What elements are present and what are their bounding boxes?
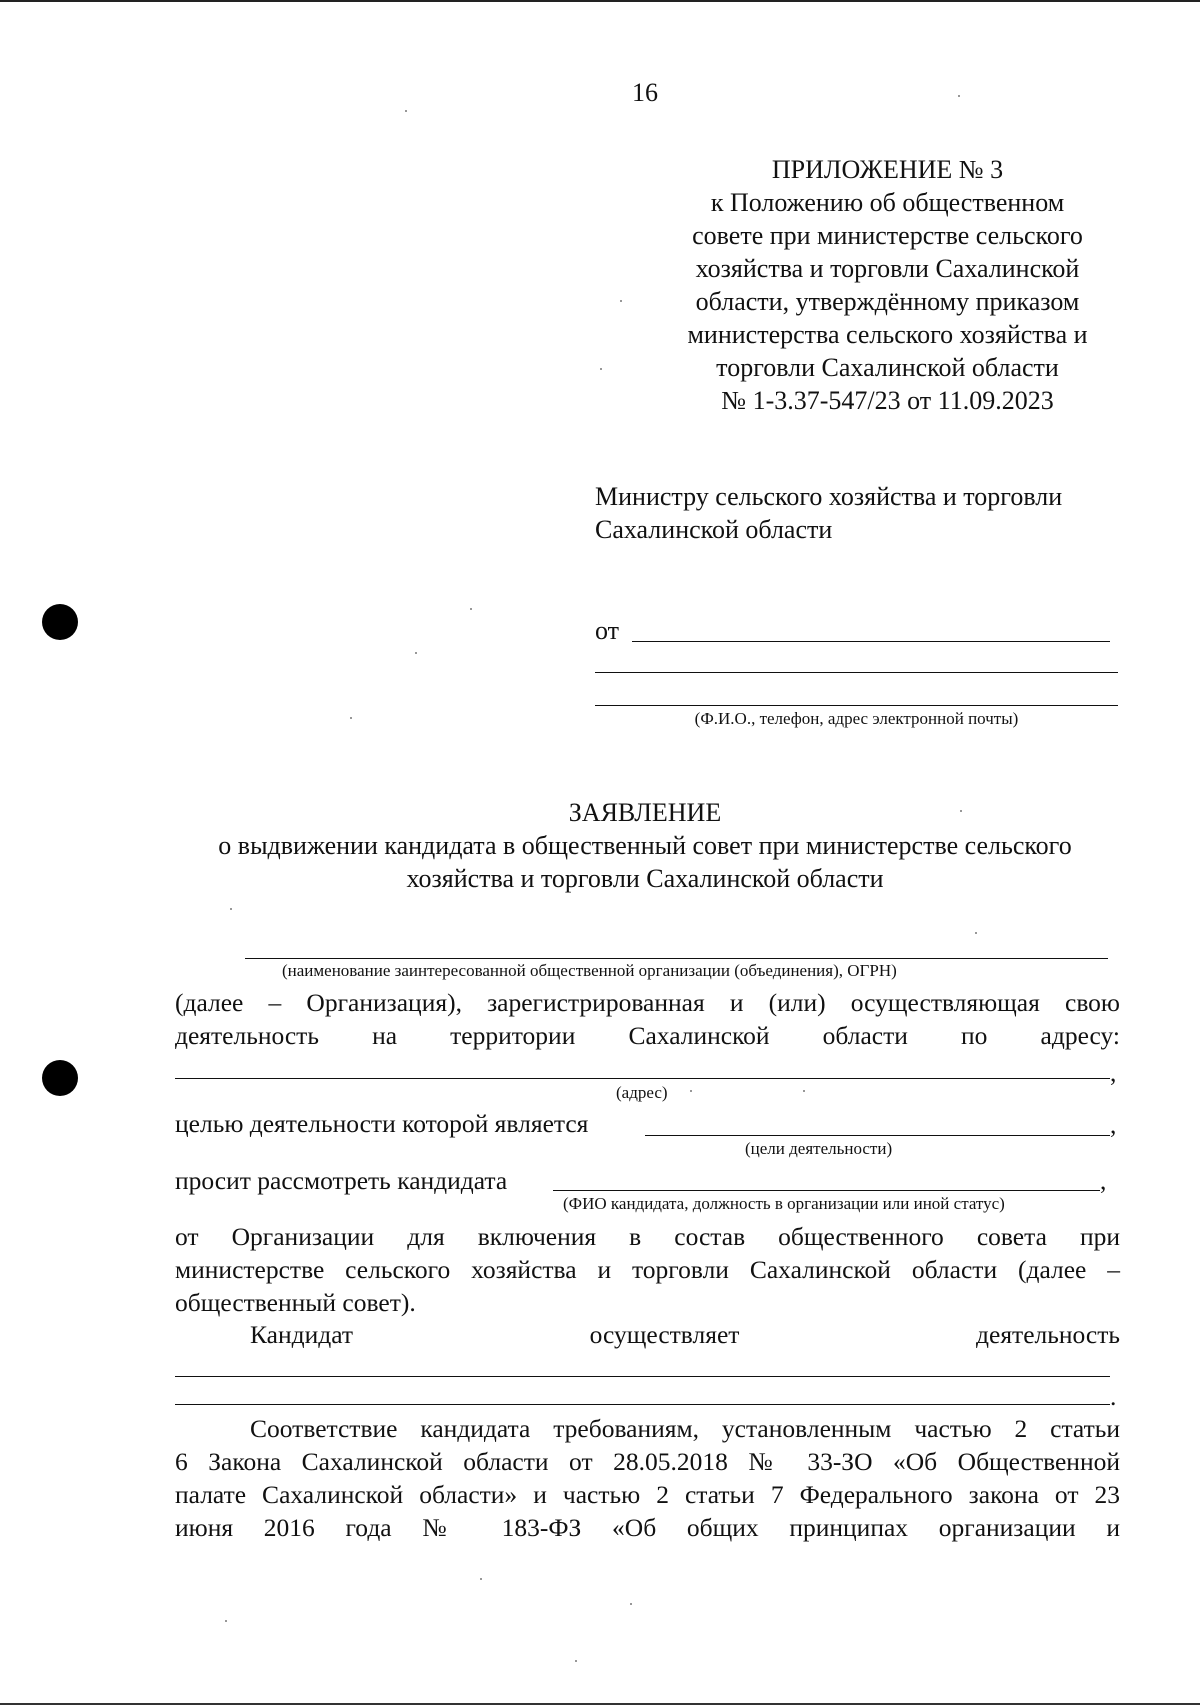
scan-speck [470, 608, 472, 610]
candidate-blank-line [553, 1190, 1100, 1191]
activity-blank-line [175, 1404, 1110, 1405]
scan-speck [958, 95, 960, 97]
appendix-line: торговли Сахалинской области [716, 353, 1059, 382]
scan-speck [480, 1578, 482, 1580]
activity-blank-line [175, 1376, 1110, 1377]
comma: , [1110, 1110, 1117, 1139]
body-line: палате Сахалинской области» и частью 2 статьи 7 Федерального закона от 23 [175, 1480, 1120, 1509]
organization-caption: (наименование заинтересованной общественной организации (объединения), ОГРН) [282, 961, 897, 980]
candidate-caption: (ФИО кандидата, должность в организации или иной статус) [563, 1194, 1005, 1213]
scan-speck [350, 717, 352, 719]
addressee-line: Министру сельского хозяйства и торговли [595, 482, 1063, 511]
body-line: 6 Закона Сахалинской области от 28.05.2018 № 33-ЗО «Об Общественной [175, 1447, 1120, 1476]
appendix-line: области, утверждённому приказом [695, 287, 1080, 316]
scan-speck [415, 652, 417, 654]
from-blank-line [595, 672, 1118, 673]
appendix-line: хозяйства и торговли Сахалинской [695, 254, 1080, 283]
body-line: июня 2016 года № 183-ФЗ «Об общих принципах организации и [175, 1513, 1120, 1542]
scan-speck [600, 368, 602, 370]
address-caption: (адрес) [616, 1083, 668, 1102]
scan-top-edge [0, 0, 1200, 2]
scan-speck [690, 1090, 692, 1092]
appendix-line: министерства сельского хозяйства и [687, 320, 1088, 349]
punch-hole [42, 1060, 78, 1096]
period: . [1110, 1382, 1117, 1411]
goal-label: целью деятельности которой является [175, 1109, 589, 1138]
statement-subtitle: хозяйства и торговли Сахалинской области [406, 864, 884, 893]
scan-speck [405, 110, 407, 112]
address-blank-line [175, 1078, 1110, 1079]
goal-caption: (цели деятельности) [745, 1139, 893, 1158]
candidate-label: просит рассмотреть кандидата [175, 1166, 508, 1195]
activity-line: Кандидат осуществляет деятельность [250, 1320, 1120, 1349]
body-line: Соответствие кандидата требованиям, установленным частью 2 статьи [250, 1414, 1120, 1443]
from-blank-line [595, 705, 1118, 706]
scan-speck [803, 1090, 805, 1092]
from-blank-line [632, 641, 1110, 642]
comma: , [1100, 1166, 1107, 1195]
appendix-line: № 1-3.37-547/23 от 11.09.2023 [721, 386, 1054, 415]
addressee-line: Сахалинской области [595, 515, 833, 544]
body-line: министерстве сельского хозяйства и торговли Сахалинской области (далее – [175, 1255, 1120, 1284]
page-number: 16 [632, 78, 658, 107]
comma: , [1110, 1058, 1117, 1087]
scan-speck [225, 1620, 227, 1622]
appendix-line: к Положению об общественном [710, 188, 1065, 217]
scan-speck [575, 1660, 577, 1662]
scan-speck [630, 1603, 632, 1605]
body-line: деятельность на территории Сахалинской области по адресу: [175, 1021, 1120, 1050]
scan-speck [230, 908, 232, 910]
statement-subtitle: о выдвижении кандидата в общественный совет при министерстве сельского [218, 831, 1072, 860]
from-label: от [595, 616, 620, 645]
appendix-title: ПРИЛОЖЕНИЕ № 3 [771, 155, 1004, 184]
organization-blank-line [245, 958, 1108, 959]
body-line: от Организации для включения в состав общественного совета при [175, 1222, 1120, 1251]
from-caption: (Ф.И.О., телефон, адрес электронной почты) [694, 709, 1019, 728]
goal-blank-line [645, 1135, 1110, 1136]
appendix-line: совете при министерстве сельского [692, 221, 1083, 250]
scan-speck [620, 300, 622, 302]
body-line: общественный совет). [175, 1288, 416, 1317]
scan-bottom-edge [0, 1703, 1200, 1705]
scan-speck [975, 932, 977, 934]
body-line: (далее – Организация), зарегистрированная и (или) осуществляющая свою [175, 988, 1120, 1017]
statement-title: ЗАЯВЛЕНИЕ [568, 798, 722, 827]
punch-hole [42, 604, 78, 640]
